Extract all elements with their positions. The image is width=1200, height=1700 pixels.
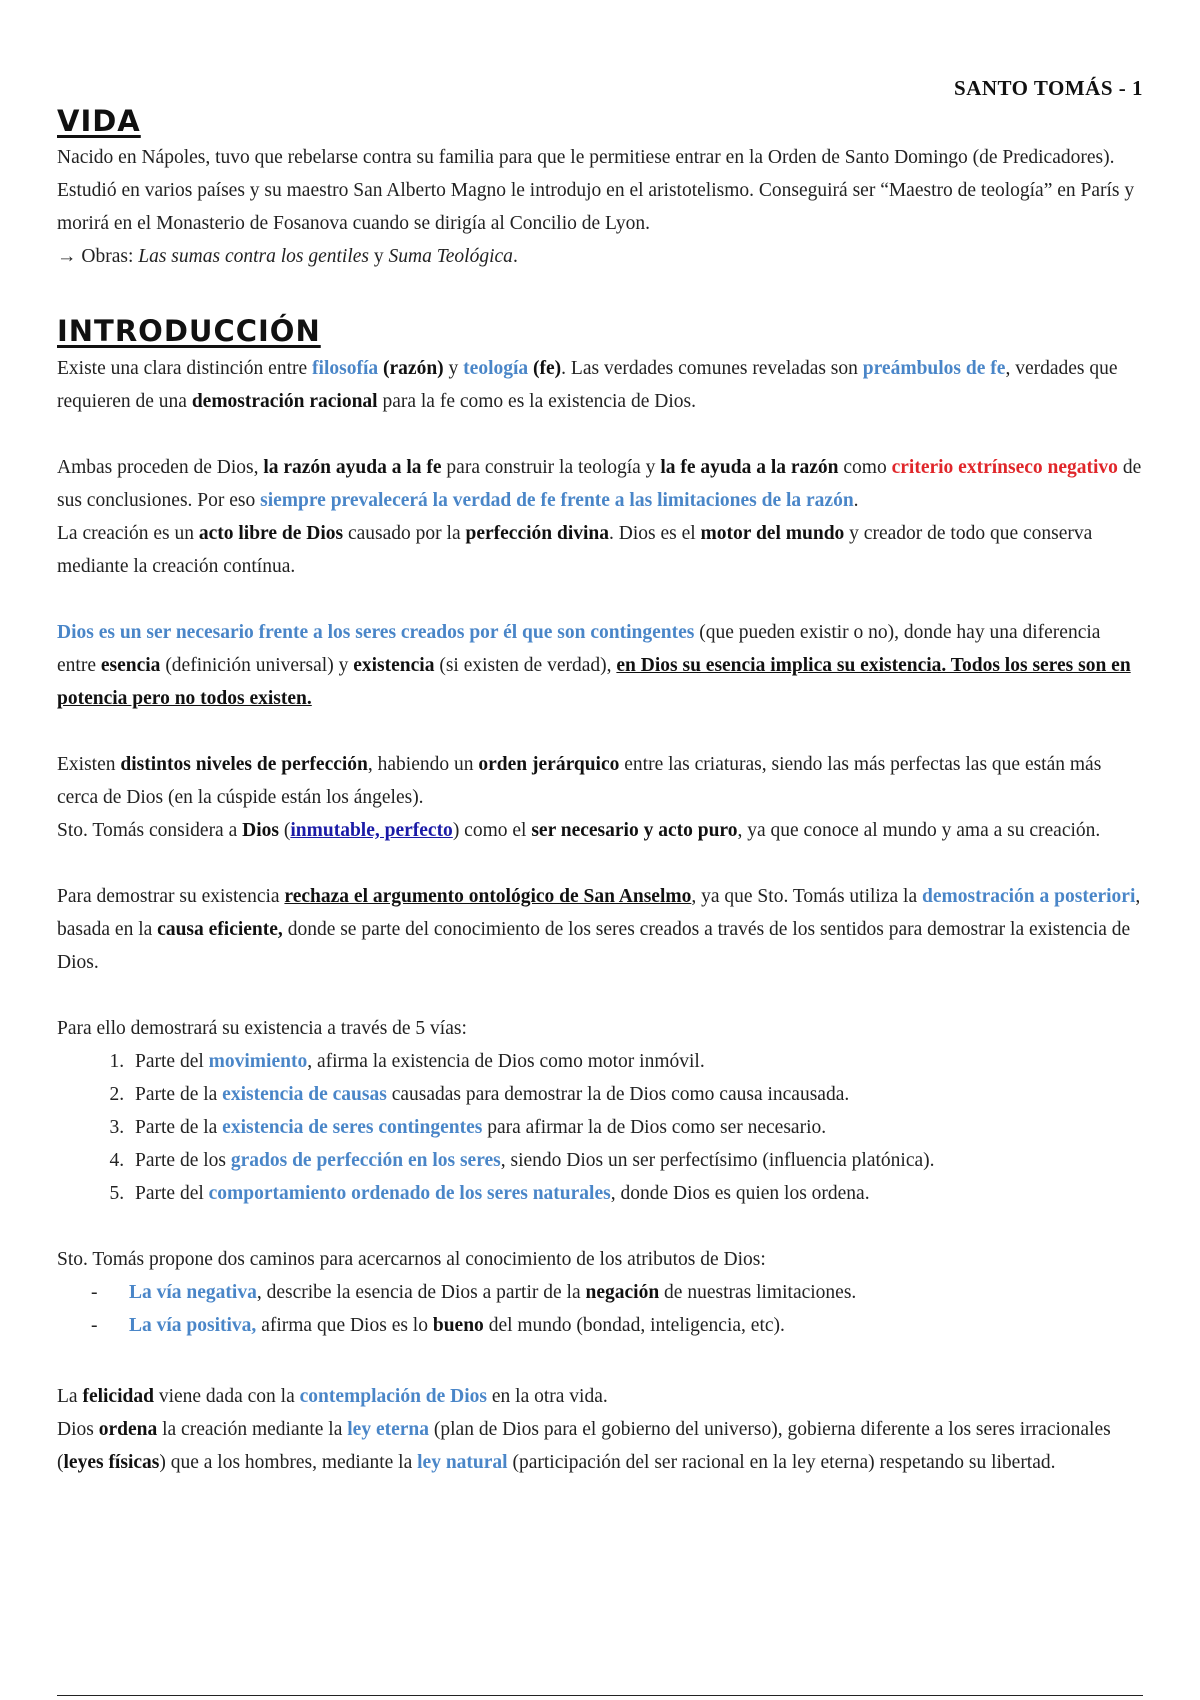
intro-p9: Dios ordena la creación mediante la ley eterna (plan de Dios para el gobierno del universo), gobierna diferente a los seres irracionales (leyes físicas) que a los hombres, mediante la ley natural (participación del ser racional en la ley eterna) respetando su libertad.: [57, 1419, 1111, 1473]
inmutable-perfecto-link[interactable]: inmutable, perfecto: [290, 820, 453, 841]
intro-p2: Ambas proceden de Dios, la razón ayuda a la fe para construir la teología y la fe ayuda a la razón como criterio extrínseco negativo de sus conclusiones. Por eso siempre prevalecerá la verdad de fe frente a las limitaciones de la razón.: [57, 457, 1142, 511]
footer-divider: [57, 1695, 1143, 1696]
list-item: - La vía negativa, describe la esencia de Dios a partir de la negación de nuestras limitaciones.: [91, 1276, 1143, 1309]
obras-line: → Obras: Las sumas contra los gentiles y Suma Teológica.: [57, 246, 518, 267]
caminos-intro: Sto. Tomás propone dos caminos para acercarnos al conocimiento de los atributos de Dios:: [57, 1249, 766, 1270]
intro-p1: Existe una clara distinción entre filosofía (razón) y teología (fe). Las verdades comunes reveladas son preámbulos de fe, verdades que requieren de una demostración racional para la fe como es la existencia de Dios.: [57, 358, 1118, 412]
intro-section: [57, 352, 1143, 1479]
vias-list: [57, 1045, 1143, 1210]
vida-section: [57, 141, 1143, 273]
vias-intro: Para ello demostrará su existencia a través de 5 vías:: [57, 1018, 467, 1039]
section-title-introduccion: INTRODUCCIÓN: [57, 314, 321, 348]
vida-paragraph: Nacido en Nápoles, tuvo que rebelarse contra su familia para que le permitiese entrar en la Orden de Santo Domingo (de Predicadores). Estudió en varios países y su maestro San Alberto Magno le introdujo en el aristotelismo. Conseguirá ser “Maestro de teología” en París y morirá en el Monasterio de Fosanova cuando se dirigía al Concilio de Lyon.: [57, 147, 1135, 234]
list-item: 3. Parte de la existencia de seres contingentes para afirmar la de Dios como ser necesario.: [129, 1111, 1143, 1144]
intro-p5: Existen distintos niveles de perfección, habiendo un orden jerárquico entre las criaturas, siendo las más perfectas las que están más cerca de Dios (en la cúspide están los ángeles).: [57, 754, 1102, 808]
intro-p8: La felicidad viene dada con la contemplación de Dios en la otra vida.: [57, 1386, 608, 1407]
list-item: 2. Parte de la existencia de causas causadas para demostrar la de Dios como causa incausada.: [129, 1078, 1143, 1111]
intro-p3: La creación es un acto libre de Dios causado por la perfección divina. Dios es el motor del mundo y creador de todo que conserva mediante la creación contínua.: [57, 523, 1093, 577]
section-title-vida: VIDA: [57, 104, 141, 138]
intro-p6: Sto. Tomás considera a Dios (inmutable, perfecto) como el ser necesario y acto puro, ya que conoce al mundo y ama a su creación.: [57, 820, 1101, 841]
list-item: - La vía positiva, afirma que Dios es lo bueno del mundo (bondad, inteligencia, etc).: [91, 1309, 1143, 1342]
obra-2: Suma Teológica: [388, 246, 513, 267]
caminos-list: [57, 1276, 1143, 1342]
list-item: 5. Parte del comportamiento ordenado de los seres naturales, donde Dios es quien los ordena.: [129, 1177, 1143, 1210]
list-item: 1. Parte del movimiento, afirma la existencia de Dios como motor inmóvil.: [129, 1045, 1143, 1078]
page-header: SANTO TOMÁS - 1: [954, 76, 1143, 100]
obra-1: Las sumas contra los gentiles: [138, 246, 370, 267]
intro-p7: Para demostrar su existencia rechaza el argumento ontológico de San Anselmo, ya que Sto. Tomás utiliza la demostración a posteriori, basada en la causa eficiente, donde se parte del conocimiento de los seres creados a través de los sentidos para demostrar la existencia de Dios.: [57, 886, 1141, 973]
intro-p4: Dios es un ser necesario frente a los seres creados por él que son contingentes (que pueden existir o no), donde hay una diferencia entre esencia (definición universal) y existencia (si existen de verdad), en Dios su esencia implica su existencia. Todos los seres son en potencia pero no todos existen.: [57, 622, 1131, 709]
list-item: 4. Parte de los grados de perfección en los seres, siendo Dios un ser perfectísimo (influencia platónica).: [129, 1144, 1143, 1177]
